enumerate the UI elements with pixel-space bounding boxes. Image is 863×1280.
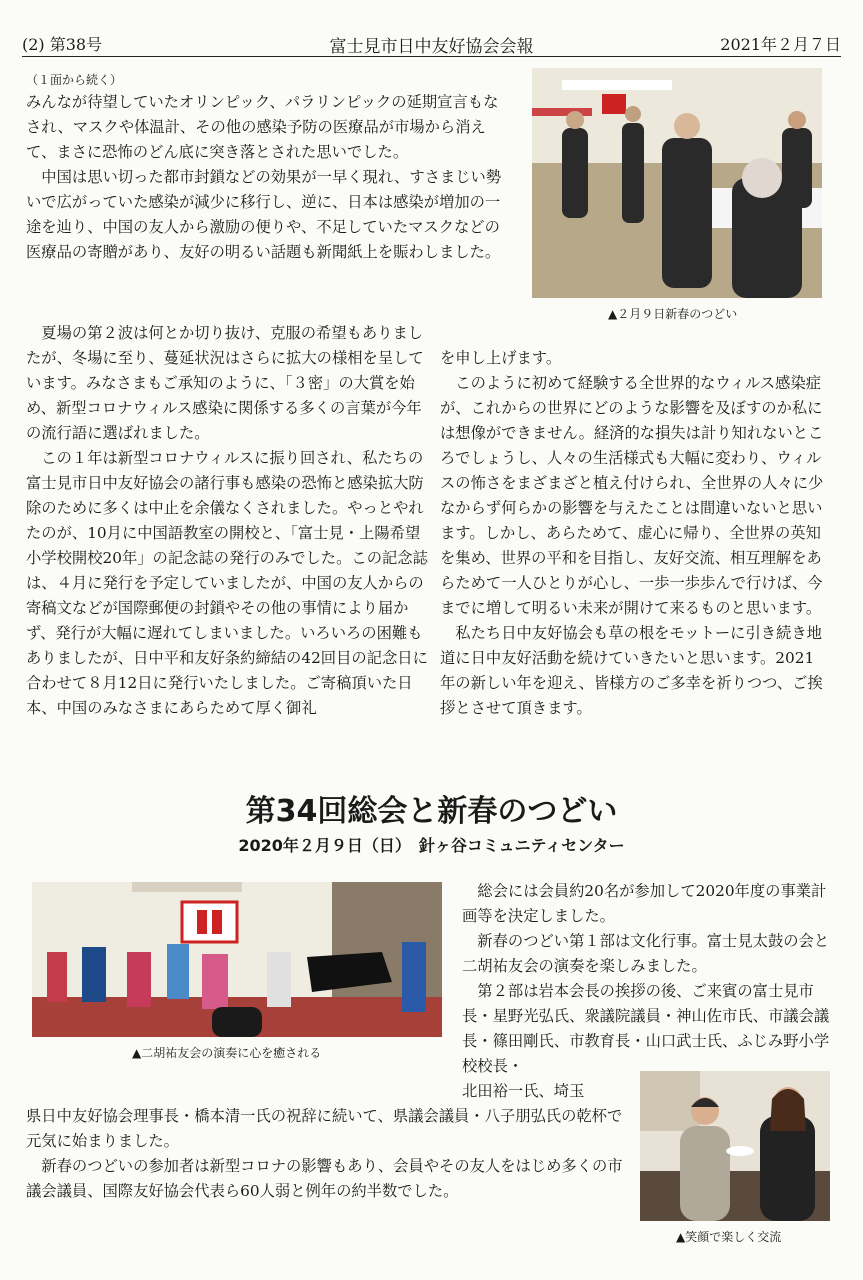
paragraph: 北田裕一氏、埼玉 (462, 1082, 585, 1100)
photo-caption-party: ▲２月９日新春のつどい (608, 307, 738, 321)
photo-friendly-exchange (640, 1071, 830, 1221)
photo-caption-erhu: ▲二胡祐友会の演奏に心を癒される (132, 1046, 322, 1060)
article-body-column-2 (440, 346, 828, 721)
paragraph: 第２部は岩本会長の挨拶の後、ご来賓の富士見市長・星野光弘氏、衆議院議員・神山佐市氏、市議会議長・篠田剛氏、市教育長・山口武士氏、ふじみ野小学校校長・ (462, 982, 830, 1075)
article-subtitle: 2020年２月９日（日） 針ヶ谷コミュニティセンター (238, 836, 625, 855)
paragraph: 中国は思い切った都市封鎖などの効果が一早く現れ、すさまじい勢いで広がっていた感染が減少に移行し、逆に、日本は感染が増加の一途を辿り、中国の友人から激励の便りや、不足していたマスクなどの医療品の寄贈があり、友好の明るい話題も新聞紙上を賑わしました。 (26, 168, 502, 261)
newspaper-title: 富士見市日中友好協会会報 (329, 37, 534, 57)
paragraph: 新春のつどい第１部は文化行事。富士見太鼓の会と二胡祐友会の演奏を楽しみました。 (462, 932, 830, 975)
article2-right-column (462, 879, 830, 1079)
page-header (22, 26, 841, 57)
paragraph: みんなが待望していたオリンピック、パラリンピックの延期宣言もなされ、マスクや体温計、その他の感染予防の医療品が市場から消えて、まさに恐怖のどん底に突き落とされた思いでした。 (26, 93, 499, 161)
issue-number: (2) 第38号 (22, 35, 103, 54)
paragraph: このように初めて経験する全世界的なウィルス感染症が、これからの世界にどのような影響を及ぼすのか私には想像ができません。経済的な損失は計り知れないところでしょうし、人々の生活様式も大幅に変わり、ウィルスの怖さをまざまざと植え付けられ、全世界の人々に少なからず何らかの影響を与えたことは間違いないと思います。しかし、あらためて、虚心に帰り、全世界の英知を集め、世界の平和を目指し、友好交流、相互理解をあらためて一人ひとりが心し、一歩一歩歩んで行けば、今までに増して明るい未来が開けて来るものと思います。 (440, 374, 824, 617)
article2-bottom (26, 1104, 624, 1204)
continued-note: （１面から続く） (26, 73, 123, 87)
photo-new-year-party (532, 68, 822, 298)
paragraph: 県日中友好協会理事長・橋本清一氏の祝辞に続いて、県議会議員・八子朋弘氏の乾杯で元気に始まりました。 (26, 1107, 623, 1150)
article-body-column-1 (26, 70, 510, 265)
photo-erhu-performance (32, 882, 442, 1037)
paragraph: 新春のつどいの参加者は新型コロナの影響もあり、会員やその友人をはじめ多くの市議会議員、国際友好協会代表ら60人弱と例年の約半数でした。 (26, 1157, 623, 1200)
issue-date: 2021年２月７日 (720, 35, 841, 54)
paragraph: 総会には会員約20名が参加して2020年度の事業計画等を決定しました。 (462, 882, 827, 925)
article-body-column-1b (26, 321, 431, 721)
paragraph: この１年は新型コロナウィルスに振り回され、私たちの富士見市日中友好協会の諸行事も感染の恐怖と感染拡大防除のために多くは中止を余儀なくされました。やっとやれたのが、10月に中国語教室の開校と、「富士見・上陽希望小学校開校20年」の記念誌の発行のみでした。この記念誌は、４月に発行を予定していましたが、中国の友人からの寄稿文などが国際郵便の封鎖やその他の事情により届かず、発行が大幅に遅れてしまいました。いろいろの困難もありましたが、日中平和友好条約締結の42回目の記念日に合わせて８月12日に発行いたしました。ご寄稿頂いた日本、中国のみなさまにあらためて厚く御礼 (26, 449, 428, 717)
paragraph: を申し上げます。 (440, 349, 562, 367)
photo-caption-exchange: ▲笑顔で楽しく交流 (676, 1230, 782, 1244)
article2-right-tail (462, 1079, 632, 1104)
article-title: 第34回総会と新春のつどい (245, 794, 618, 829)
paragraph: 私たち日中友好協会も草の根をモットーに引き続き地道に日中友好活動を続けていきたいと思います。2021年の新しい年を迎え、皆様方のご多幸を祈りつつ、ご挨拶とさせて頂きます。 (440, 624, 823, 717)
paragraph: 夏場の第２波は何とか切り抜け、克服の希望もありましたが、冬場に至り、蔓延状況はさらに拡大の様相を呈しています。みなさまもご承知のように、「３密」の大賞を始め、新型コロナウィルス感染に関係する多くの言葉が今年の流行語に選ばれました。 (26, 324, 424, 442)
